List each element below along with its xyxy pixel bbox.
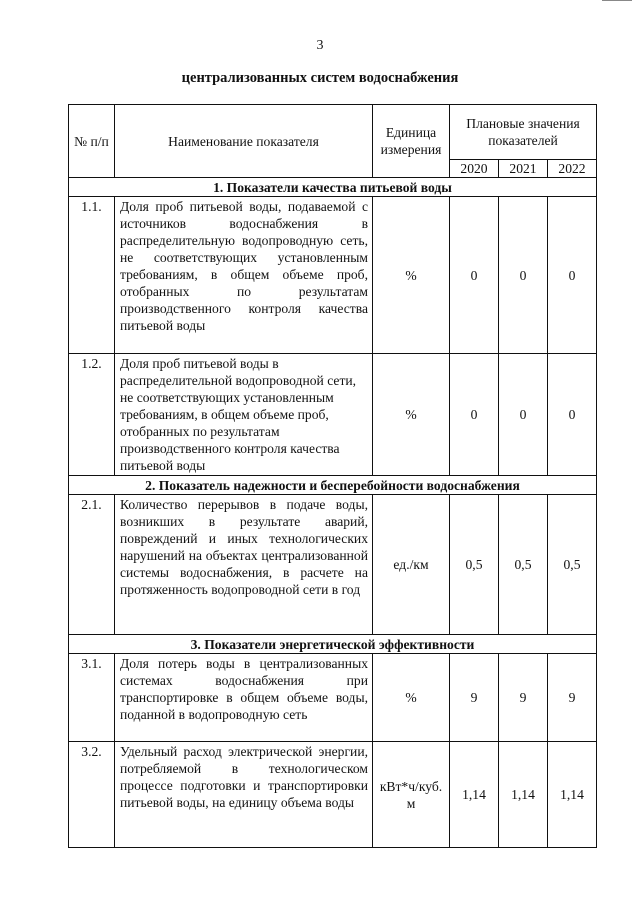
value-cell: 0 xyxy=(499,354,548,476)
row-number: 3.1. xyxy=(69,654,115,742)
value-cell: 9 xyxy=(499,654,548,742)
value-cell: 1,14 xyxy=(499,742,548,848)
indicator-name: Доля проб питьевой воды в распределительной водопроводной сети, не соответствующих установленным требованиям, в общем объеме проб, отобранных по результатам производственного контроля качества питьевой воды xyxy=(115,354,373,476)
unit-cell: % xyxy=(373,354,450,476)
row-number: 1.1. xyxy=(69,197,115,354)
unit-cell: ед./км xyxy=(373,495,450,635)
value-cell: 0,5 xyxy=(499,495,548,635)
document-title: централизованных систем водоснабжения xyxy=(181,70,459,86)
page-number: 3 xyxy=(316,38,324,53)
value-cell: 9 xyxy=(450,654,499,742)
unit-cell: кВт*ч/куб. м xyxy=(373,742,450,848)
header-year: 2021 xyxy=(499,160,548,178)
header-year: 2022 xyxy=(548,160,597,178)
header-year: 2020 xyxy=(450,160,499,178)
section-title: 3. Показатели энергетической эффективности xyxy=(69,635,597,654)
value-cell: 0 xyxy=(548,197,597,354)
value-cell: 0,5 xyxy=(450,495,499,635)
value-cell: 0 xyxy=(450,197,499,354)
value-cell: 0 xyxy=(548,354,597,476)
value-cell: 1,14 xyxy=(450,742,499,848)
indicator-name: Количество перерывов в подаче воды, возникших в результате аварий, повреждений и иных технологических нарушений на объектах централизованной системы водоснабжения, в расчете на протяженность водопроводной сети в год xyxy=(115,495,373,635)
value-cell: 0,5 xyxy=(548,495,597,635)
section-title: 2. Показатель надежности и бесперебойности водоснабжения xyxy=(69,476,597,495)
header-num: № п/п xyxy=(69,105,115,178)
section-title: 1. Показатели качества питьевой воды xyxy=(69,178,597,197)
value-cell: 1,14 xyxy=(548,742,597,848)
indicator-name: Доля потерь воды в централизованных системах водоснабжения при транспортировке в общем объеме воды, поданной в водопроводную сеть xyxy=(115,654,373,742)
header-planned: Плановые значения показателей xyxy=(450,105,597,160)
row-number: 1.2. xyxy=(69,354,115,476)
header-unit: Единица измерения xyxy=(373,105,450,178)
value-cell: 0 xyxy=(450,354,499,476)
value-cell: 0 xyxy=(499,197,548,354)
row-number: 3.2. xyxy=(69,742,115,848)
unit-cell: % xyxy=(373,654,450,742)
value-cell: 9 xyxy=(548,654,597,742)
indicator-name: Удельный расход электрической энергии, потребляемой в технологическом процессе подготовки и транспортировки питьевой воды, на единицу объема воды xyxy=(115,742,373,848)
row-number: 2.1. xyxy=(69,495,115,635)
scan-edge-mark xyxy=(602,0,632,5)
indicators-table xyxy=(68,104,597,848)
unit-cell: % xyxy=(373,197,450,354)
indicator-name: Доля проб питьевой воды, подаваемой с источников водоснабжения в распределительную водопроводную сеть, не соответствующих установленным требованиям, в общем объеме проб, отобранных по результатам производственного контроля качества питьевой воды xyxy=(115,197,373,354)
header-name: Наименование показателя xyxy=(115,105,373,178)
